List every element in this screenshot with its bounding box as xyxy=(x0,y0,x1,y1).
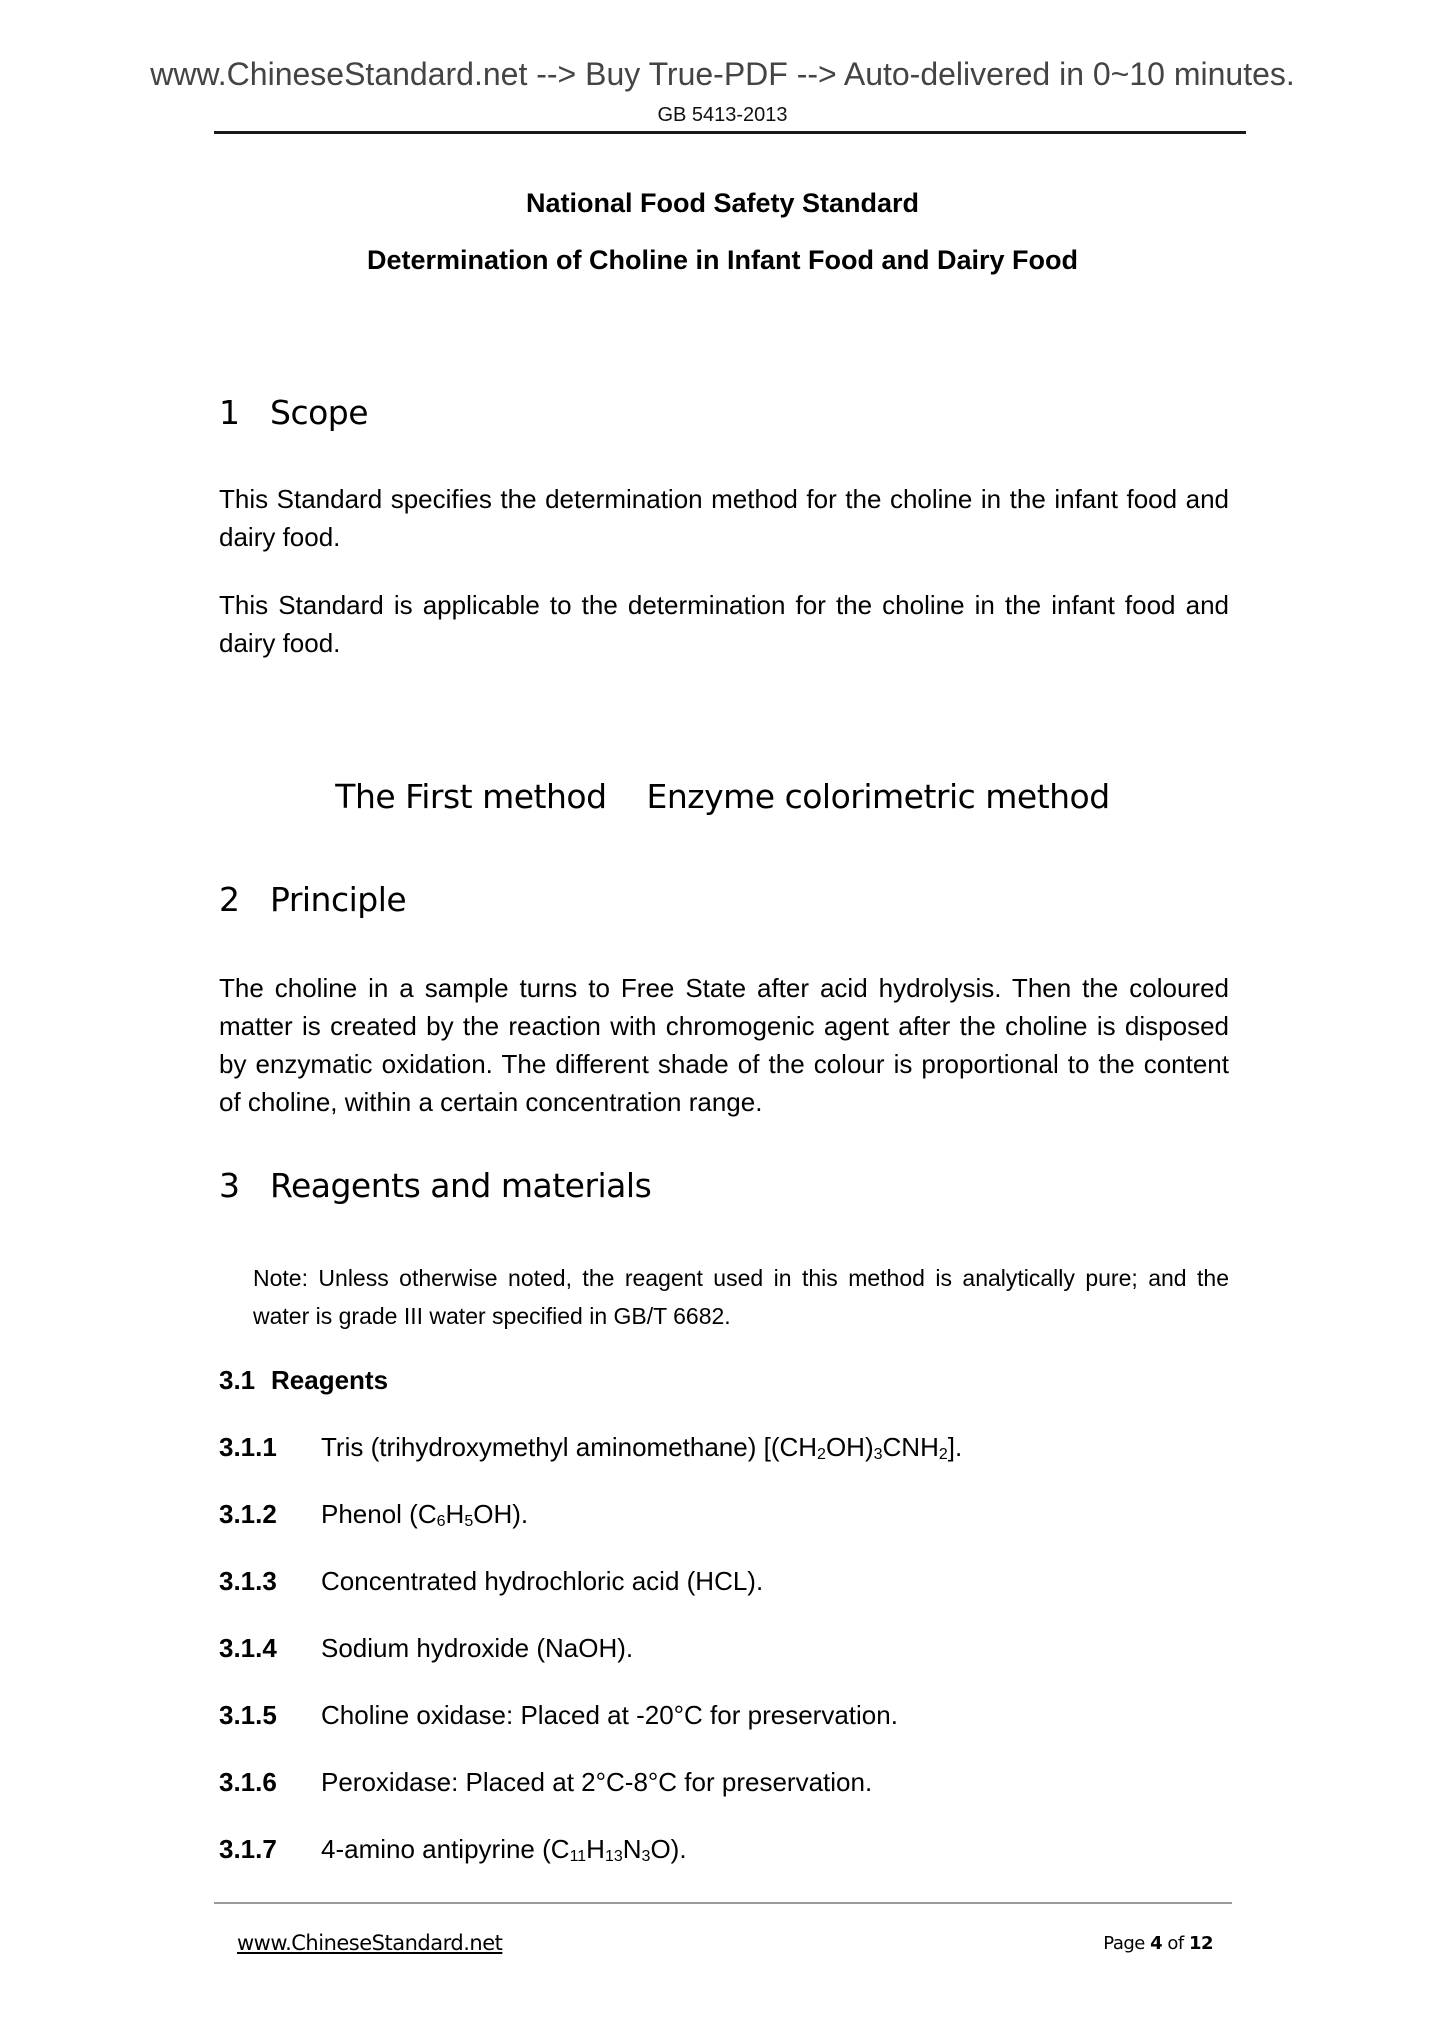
footer-divider xyxy=(214,1902,1232,1904)
section-heading-principle xyxy=(219,880,406,919)
section-heading-scope xyxy=(219,393,368,432)
reagent-note: Note: Unless otherwise noted, the reagent used in this method is analytically pure; and the water is grade III water specified in GB/T 6682. xyxy=(253,1265,1229,1329)
reagent-item xyxy=(219,1767,872,1798)
item-text: Peroxidase: Placed at 2°C-8°C for preservation. xyxy=(321,1767,873,1797)
method-label: The First method xyxy=(335,777,607,816)
page-number: Page 4 of 12 xyxy=(1103,1933,1213,1954)
scope-paragraph-1: This Standard specifies the determination method for the choline in the infant food and dairy food. xyxy=(219,484,1229,552)
item-number: 3.1.6 xyxy=(219,1767,277,1797)
section-heading-reagents-materials xyxy=(219,1166,651,1205)
header-divider xyxy=(214,131,1246,134)
section-title: Principle xyxy=(270,880,407,919)
item-text: 4-amino antipyrine $(C_{11}H_{13}N_3O)$. xyxy=(321,1834,687,1865)
current-page: 4 xyxy=(1150,1933,1163,1954)
section-number: 3 xyxy=(219,1166,240,1205)
item-text: Sodium hydroxide (NaOH). xyxy=(321,1633,634,1663)
method-name: Enzyme colorimetric method xyxy=(646,777,1110,816)
principle-paragraph: The choline in a sample turns to Free State after acid hydrolysis. Then the coloured matter is created by the reaction with chromogenic agent after the choline is disposed by enzymatic oxidation. The different shade of the colour is proportional to the content of choline, within a certain concentration range. xyxy=(219,973,1229,1117)
standard-code: GB 5413-2013 xyxy=(657,104,788,126)
reagent-item xyxy=(219,1834,687,1865)
section-title: Reagents and materials xyxy=(270,1166,652,1205)
site-banner: www.ChineseStandard.net --> Buy True-PDF --> Auto-delivered in 0~10 minutes. xyxy=(150,56,1295,92)
item-number: 3.1.5 xyxy=(219,1700,277,1730)
document-title: National Food Safety Standard xyxy=(525,188,920,218)
section-number: 2 xyxy=(219,880,240,919)
section-number: 1 xyxy=(219,393,240,432)
section-title: Scope xyxy=(270,393,369,432)
footer-site-link[interactable]: www.ChineseStandard.net xyxy=(237,1931,503,1955)
reagent-item xyxy=(219,1566,763,1597)
method-title xyxy=(0,777,1445,816)
item-number: 3.1.3 xyxy=(219,1566,277,1596)
reagent-item xyxy=(219,1499,528,1530)
reagent-item xyxy=(219,1633,633,1664)
item-text: Choline oxidase: Placed at -20°C for preservation. xyxy=(321,1700,898,1730)
total-pages: 12 xyxy=(1188,1933,1213,1954)
document-subtitle: Determination of Choline in Infant Food and Dairy Food xyxy=(367,245,1078,275)
subsection-number: 3.1 xyxy=(219,1365,256,1395)
item-number: 3.1.2 xyxy=(219,1499,277,1529)
item-number: 3.1.7 xyxy=(219,1834,277,1864)
item-number: 3.1.4 xyxy=(219,1633,277,1663)
item-text: Concentrated hydrochloric acid (HCL). xyxy=(321,1566,764,1596)
reagent-item xyxy=(219,1432,962,1463)
scope-paragraph-2: This Standard is applicable to the determination for the choline in the infant food and dairy food. xyxy=(219,590,1229,658)
subsection-title: Reagents xyxy=(271,1365,389,1395)
reagent-item xyxy=(219,1700,898,1731)
item-text: Tris (trihydroxymethyl aminomethane) $[(CH_2OH)_3CNH_2]$. xyxy=(321,1432,963,1463)
item-text: Phenol $(C_6H_5OH)$. xyxy=(321,1499,529,1530)
subsection-heading-reagents xyxy=(219,1365,388,1396)
item-number: 3.1.1 xyxy=(219,1432,277,1462)
